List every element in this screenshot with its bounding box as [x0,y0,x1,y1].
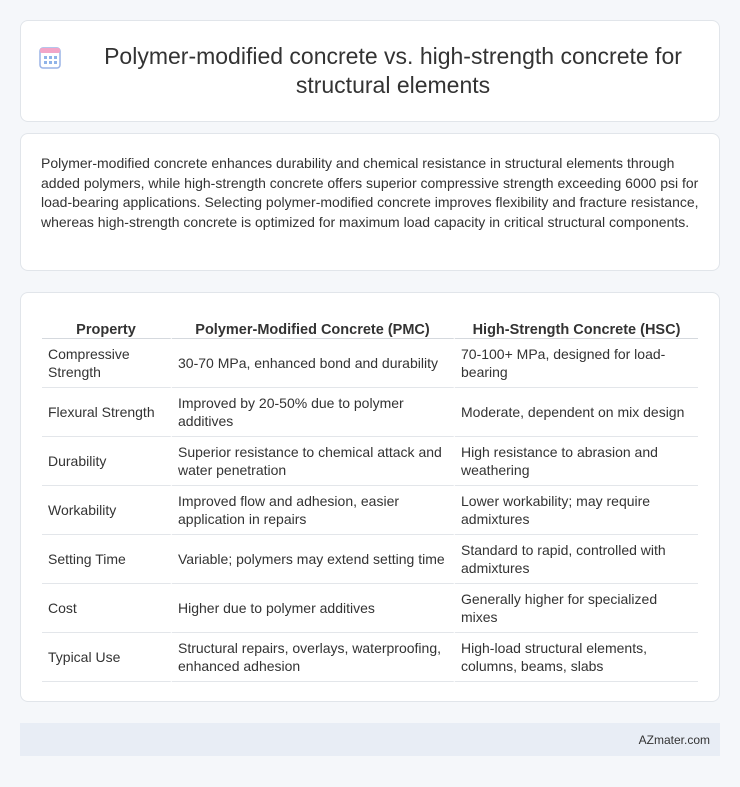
header-card [20,20,720,122]
table-row [42,535,698,584]
header-property: Property [42,315,172,339]
hsc-cell: High resistance to abrasion and weathering [455,437,698,486]
footer [20,723,720,756]
property-cell: Durability [42,437,172,486]
table-row [42,388,698,437]
comparison-table [42,315,698,682]
building-blocks-icon [37,45,63,71]
header-hsc: High-Strength Concrete (HSC) [455,315,698,339]
table-row [42,339,698,388]
pmc-cell: Higher due to polymer additives [172,584,455,633]
summary-card [20,133,720,271]
property-cell: Setting Time [42,535,172,584]
table-row [42,584,698,633]
property-cell: Cost [42,584,172,633]
pmc-cell: Structural repairs, overlays, waterproofing, enhanced adhesion [172,633,455,682]
table-header-row [42,315,698,339]
property-cell: Workability [42,486,172,535]
comparison-table-card [20,292,720,702]
hsc-cell: Lower workability; may require admixtures [455,486,698,535]
pmc-cell: Superior resistance to chemical attack and water penetration [172,437,455,486]
table-row [42,486,698,535]
table-row [42,437,698,486]
hsc-cell: Generally higher for specialized mixes [455,584,698,633]
header-pmc: Polymer-Modified Concrete (PMC) [172,315,455,339]
hsc-cell: Standard to rapid, controlled with admixtures [455,535,698,584]
footer-site-link[interactable]: AZmater.com [638,732,710,747]
hsc-cell: High-load structural elements, columns, beams, slabs [455,633,698,682]
pmc-cell: Variable; polymers may extend setting time [172,535,455,584]
table-row [42,633,698,682]
title-wrap [37,42,703,100]
hsc-cell: Moderate, dependent on mix design [455,388,698,437]
property-cell: Compressive Strength [42,339,172,388]
pmc-cell: Improved flow and adhesion, easier application in repairs [172,486,455,535]
pmc-cell: 30-70 MPa, enhanced bond and durability [172,339,455,388]
hsc-cell: 70-100+ MPa, designed for load-bearing [455,339,698,388]
page-title: Polymer-modified concrete vs. high-strength concrete for structural elements [104,43,682,98]
property-cell: Typical Use [42,633,172,682]
property-cell: Flexural Strength [42,388,172,437]
summary-text: Polymer-modified concrete enhances durability and chemical resistance in structural elements through added polymers, while high-strength concrete offers superior compressive strength exceeding 6000 psi for load-bearing applications. Selecting polymer-modified concrete improves flexibility and fracture resistance, whereas high-strength concrete is optimized for maximum load capacity in critical structural components. [41,155,699,230]
pmc-cell: Improved by 20-50% due to polymer additives [172,388,455,437]
